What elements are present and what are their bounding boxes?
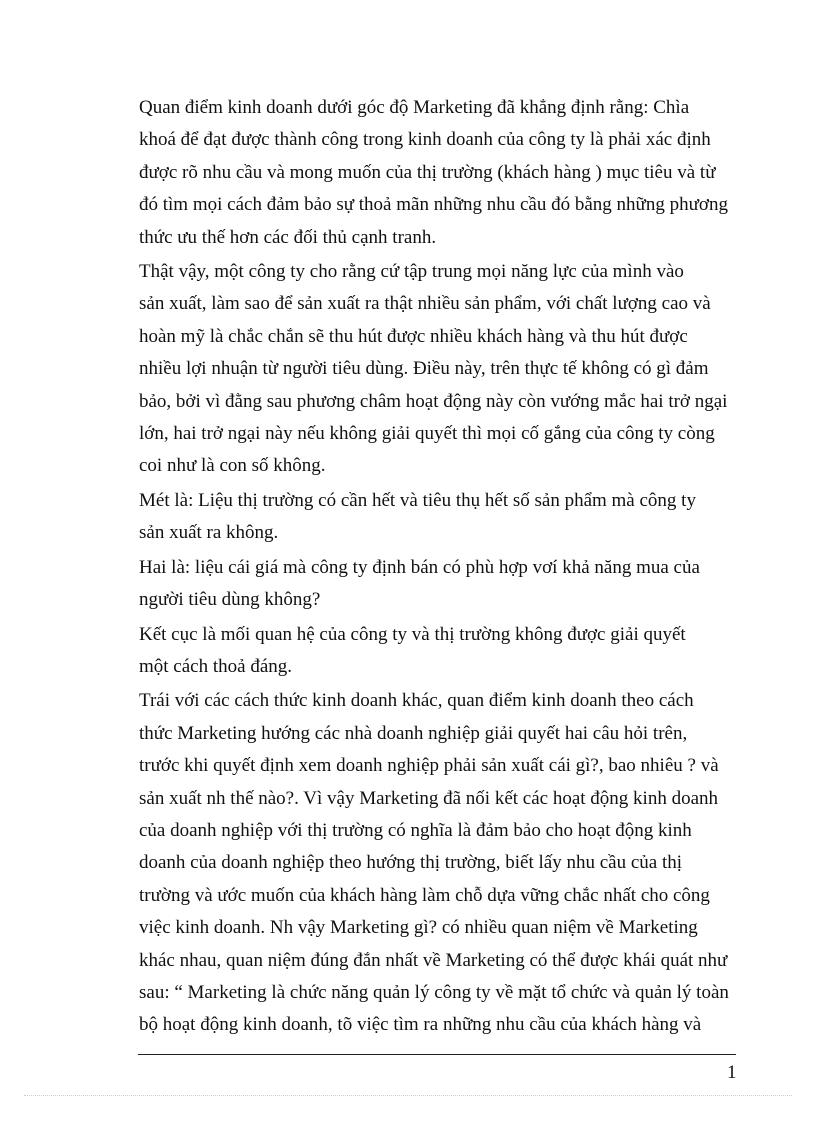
text-line: doanh của doanh nghiệp theo hướng thị trường, biết lấy nhu cầu của thị bbox=[139, 852, 683, 874]
text-line: được rõ nhu cầu và mong muốn của thị trường (khách hàng ) mục tiêu và từ bbox=[139, 161, 716, 183]
page-number: 1 bbox=[727, 1062, 737, 1083]
text-line: bảo, bởi vì đằng sau phương châm hoạt động này còn vướng mắc hai trở ngại bbox=[139, 390, 728, 412]
paragraph-4 bbox=[139, 552, 739, 617]
text-line: Thật vậy, một công ty cho rằng cứ tập trung mọi năng lực của mình vào bbox=[139, 261, 684, 283]
text-line: trước khi quyết định xem doanh nghiệp phải sản xuất cái gì?, bao nhiêu ? và bbox=[139, 755, 719, 777]
text-line: Trái với các cách thức kinh doanh khác, quan điểm kinh doanh theo cách bbox=[139, 690, 694, 712]
text-line: Hai là: liệu cái giá mà công ty định bán có phù hợp vơí khả năng mua của bbox=[139, 556, 700, 578]
footer-divider bbox=[138, 1054, 736, 1055]
text-line: sau: “ Marketing là chức năng quản lý công ty về mặt tổ chức và quản lý toàn bbox=[139, 981, 729, 1003]
text-line: Kết cục là mối quan hệ của công ty và thị trường không được giải quyết bbox=[139, 623, 686, 645]
text-line: của doanh nghiệp với thị trường có nghĩa là đảm bảo cho hoạt động kinh bbox=[139, 819, 692, 841]
document-body bbox=[139, 92, 739, 1044]
text-line: Mét là: Liệu thị trường có cần hết và tiêu thụ hết số sản phẩm mà công ty bbox=[139, 489, 696, 511]
paragraph-1 bbox=[139, 92, 739, 254]
text-line: khoá để đạt được thành công trong kinh doanh của công ty là phải xác định bbox=[139, 129, 711, 151]
text-line: khác nhau, quan niệm đúng đắn nhất về Marketing có thể được khái quát như bbox=[139, 949, 728, 971]
text-line: sản xuất ra không. bbox=[139, 522, 279, 544]
paragraph-2 bbox=[139, 256, 739, 483]
page-bottom-dotted-border bbox=[24, 1095, 792, 1096]
text-line: hoàn mỹ là chắc chắn sẽ thu hút được nhiều khách hàng và thu hút được bbox=[139, 325, 688, 347]
text-line: sản xuất nh thế nào?. Vì vậy Marketing đã nối kết các hoạt động kinh doanh bbox=[139, 787, 718, 809]
text-line: bộ hoạt động kinh doanh, tõ việc tìm ra những nhu cầu của khách hàng và bbox=[139, 1014, 702, 1036]
text-line: nhiều lợi nhuận từ người tiêu dùng. Điều này, trên thực tế không có gì đảm bbox=[139, 358, 709, 380]
text-line: sản xuất, làm sao để sản xuất ra thật nhiều sản phẩm, với chất lượng cao và bbox=[139, 293, 711, 315]
text-line: lớn, hai trở ngại này nếu không giải quyết thì mọi cố gắng của công ty còng bbox=[139, 423, 715, 445]
text-line: đó tìm mọi cách đảm bảo sự thoả mãn những nhu cầu đó bằng những phương bbox=[139, 194, 728, 216]
paragraph-6 bbox=[139, 685, 739, 1041]
text-line: một cách thoả đáng. bbox=[139, 655, 293, 677]
text-line: thức Marketing hướng các nhà doanh nghiệp giải quyết hai câu hỏi trên, bbox=[139, 722, 688, 744]
text-line: trường và ước muốn của khách hàng làm chỗ dựa vững chắc nhất cho công bbox=[139, 884, 710, 906]
text-line: Quan điểm kinh doanh dưới góc độ Marketing đã khẳng định rằng: Chìa bbox=[139, 97, 690, 118]
text-line: coi như là con số không. bbox=[139, 455, 326, 477]
text-line: người tiêu dùng không? bbox=[139, 589, 321, 611]
paragraph-5 bbox=[139, 619, 739, 684]
paragraph-3 bbox=[139, 485, 739, 550]
text-line: việc kinh doanh. Nh vậy Marketing gì? có nhiều quan niệm về Marketing bbox=[139, 917, 698, 939]
text-line: thức ưu thế hơn các đối thủ cạnh tranh. bbox=[139, 226, 437, 248]
